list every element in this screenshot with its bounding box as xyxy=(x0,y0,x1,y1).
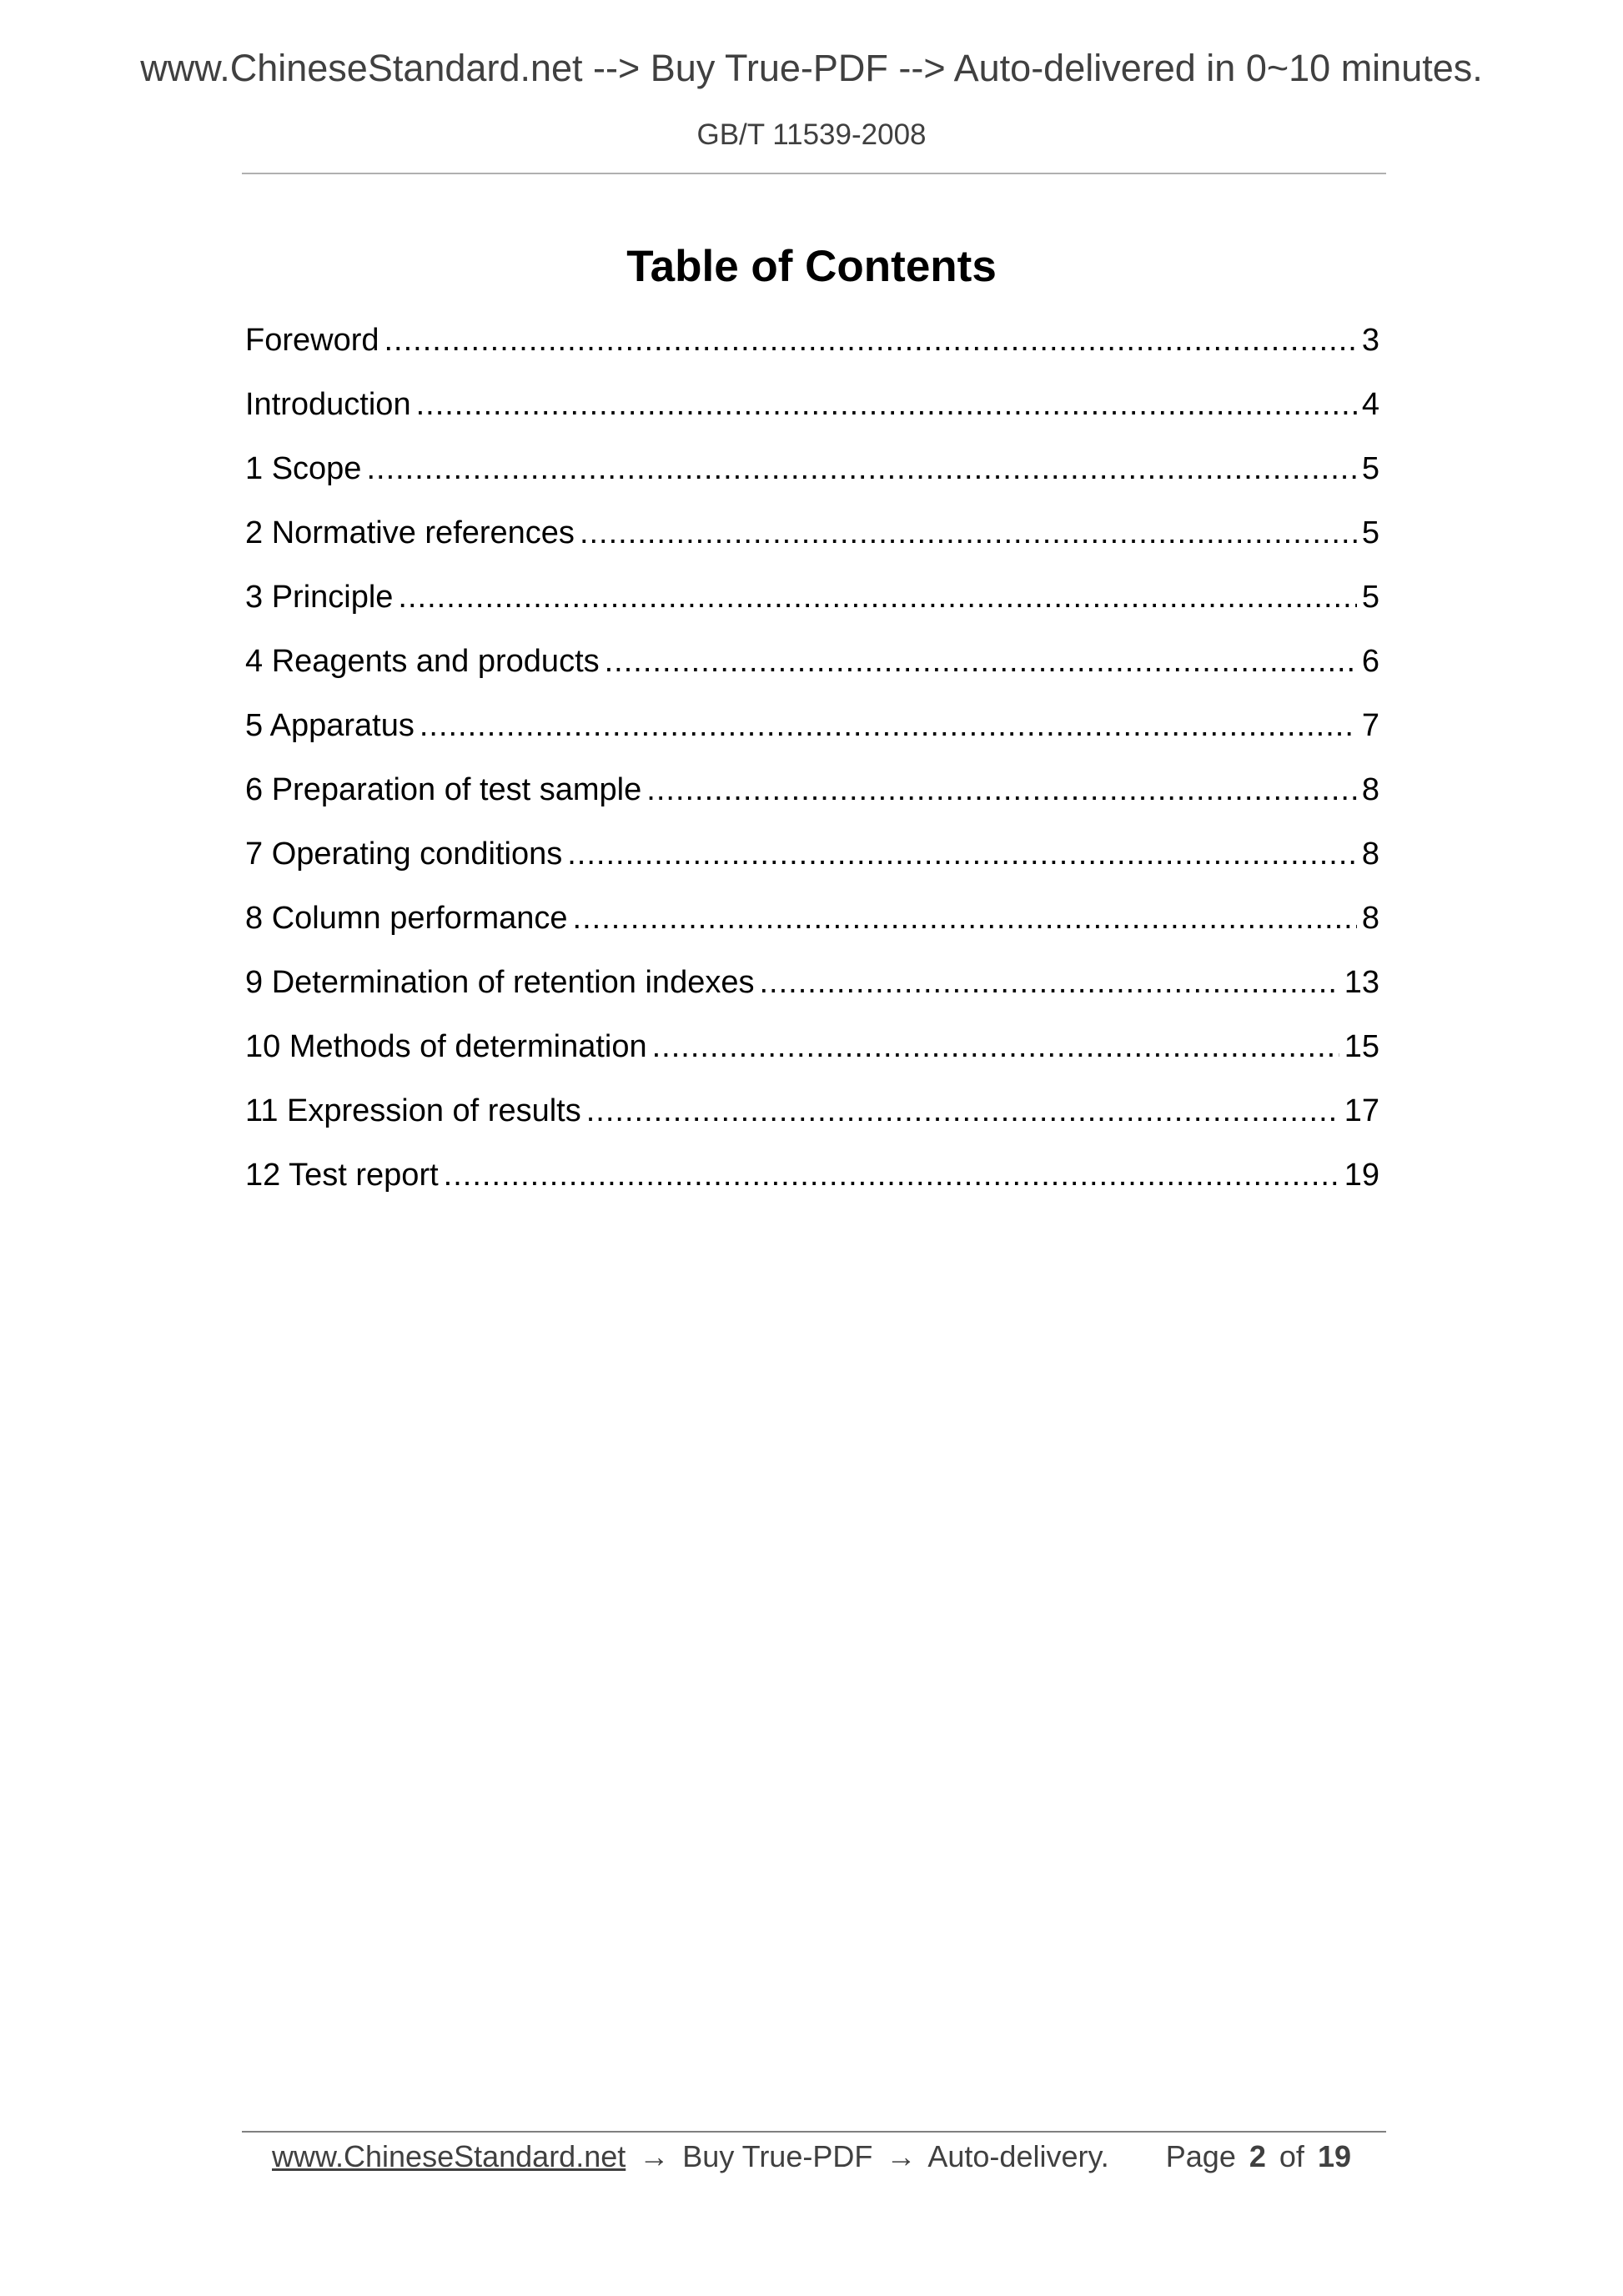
toc-entry-label: 10 Methods of determination xyxy=(245,1029,647,1064)
toc-entry-page: 5 xyxy=(1361,451,1379,486)
toc-dot-leader xyxy=(652,1026,1339,1068)
toc-dot-leader xyxy=(567,833,1357,875)
toc-entry-page: 4 xyxy=(1361,387,1379,422)
toc-dot-leader xyxy=(759,962,1339,1003)
toc-dot-leader xyxy=(573,897,1357,939)
toc-entry-page: 13 xyxy=(1344,965,1379,1000)
toc-entry-column-performance[interactable] xyxy=(245,897,1379,962)
toc-entry-page: 6 xyxy=(1361,644,1379,679)
toc-dot-leader xyxy=(420,705,1357,746)
toc-entry-page: 15 xyxy=(1344,1029,1379,1064)
toc-entry-methods-of-determination[interactable] xyxy=(245,1026,1379,1090)
document-code: GB/T 11539-2008 xyxy=(696,118,927,151)
page-indicator xyxy=(1166,2133,1356,2180)
total-pages-number: 19 xyxy=(1317,2139,1351,2173)
page-footer xyxy=(272,2133,1356,2180)
toc-dot-leader xyxy=(586,1090,1339,1132)
toc-entry-label: 11 Expression of results xyxy=(245,1093,581,1128)
arrow-right-icon: → xyxy=(639,2139,670,2173)
toc-entry-label: 4 Reagents and products xyxy=(245,644,600,679)
toc-dot-leader xyxy=(398,576,1356,618)
current-page-number: 2 xyxy=(1249,2139,1266,2173)
toc-entry-page: 17 xyxy=(1344,1093,1379,1128)
toc-entry-page: 5 xyxy=(1361,580,1379,615)
toc-dot-leader xyxy=(366,448,1356,490)
toc-entry-page: 19 xyxy=(1344,1158,1379,1193)
toc-entry-page: 8 xyxy=(1361,772,1379,807)
toc-title: Table of Contents xyxy=(626,242,997,291)
toc-entry-scope[interactable] xyxy=(245,448,1379,512)
toc-entry-page: 3 xyxy=(1361,323,1379,358)
toc-entry-label: 6 Preparation of test sample xyxy=(245,772,642,807)
toc-entry-label: 7 Operating conditions xyxy=(245,837,563,872)
site-banner: www.ChineseStandard.net --> Buy True-PDF --> Auto-delivered in 0~10 minutes. xyxy=(140,47,1483,89)
arrow-right-icon: → xyxy=(886,2139,917,2173)
toc-entry-reagents-and-products[interactable] xyxy=(245,641,1379,705)
toc-entry-apparatus[interactable] xyxy=(245,705,1379,769)
header-divider xyxy=(242,173,1386,174)
footer-delivery-text: Auto-delivery. xyxy=(927,2139,1109,2173)
toc-entry-operating-conditions[interactable] xyxy=(245,833,1379,897)
toc-entry-introduction[interactable] xyxy=(245,384,1379,448)
page-word: Page xyxy=(1165,2139,1236,2173)
toc-entry-label: Foreword xyxy=(245,323,379,358)
toc-entry-label: 9 Determination of retention indexes xyxy=(245,965,755,1000)
toc-entry-label: 5 Apparatus xyxy=(245,708,415,743)
toc-entry-label: 8 Column performance xyxy=(245,901,568,936)
toc-entry-principle[interactable] xyxy=(245,576,1379,641)
toc-entry-page: 8 xyxy=(1361,901,1379,936)
toc-entry-expression-of-results[interactable] xyxy=(245,1090,1379,1154)
toc-dot-leader xyxy=(605,641,1357,682)
footer-site-link[interactable]: www.ChineseStandard.net xyxy=(272,2139,626,2173)
toc-entry-normative-references[interactable] xyxy=(245,512,1379,576)
toc-entry-label: 1 Scope xyxy=(245,451,362,486)
toc-entry-label: 3 Principle xyxy=(245,580,394,615)
footer-divider xyxy=(242,2131,1386,2133)
footer-buy-text: Buy True-PDF xyxy=(682,2139,873,2173)
toc-entry-determination-of-retention-indexes[interactable] xyxy=(245,962,1379,1026)
toc-entry-foreword[interactable] xyxy=(245,319,1379,384)
of-word: of xyxy=(1279,2139,1304,2173)
toc-entry-test-report[interactable] xyxy=(245,1154,1379,1218)
toc-dot-leader xyxy=(580,512,1357,554)
table-of-contents xyxy=(245,319,1379,1218)
toc-entry-page: 7 xyxy=(1361,708,1379,743)
toc-dot-leader xyxy=(444,1154,1339,1196)
toc-dot-leader xyxy=(416,384,1357,425)
toc-entry-label: 2 Normative references xyxy=(245,515,575,550)
toc-entry-page: 5 xyxy=(1361,515,1379,550)
toc-dot-leader xyxy=(384,319,1357,361)
toc-entry-preparation-of-test-sample[interactable] xyxy=(245,769,1379,833)
toc-entry-label: 12 Test report xyxy=(245,1158,439,1193)
toc-entry-page: 8 xyxy=(1361,837,1379,872)
toc-dot-leader xyxy=(646,769,1357,811)
toc-entry-label: Introduction xyxy=(245,387,411,422)
